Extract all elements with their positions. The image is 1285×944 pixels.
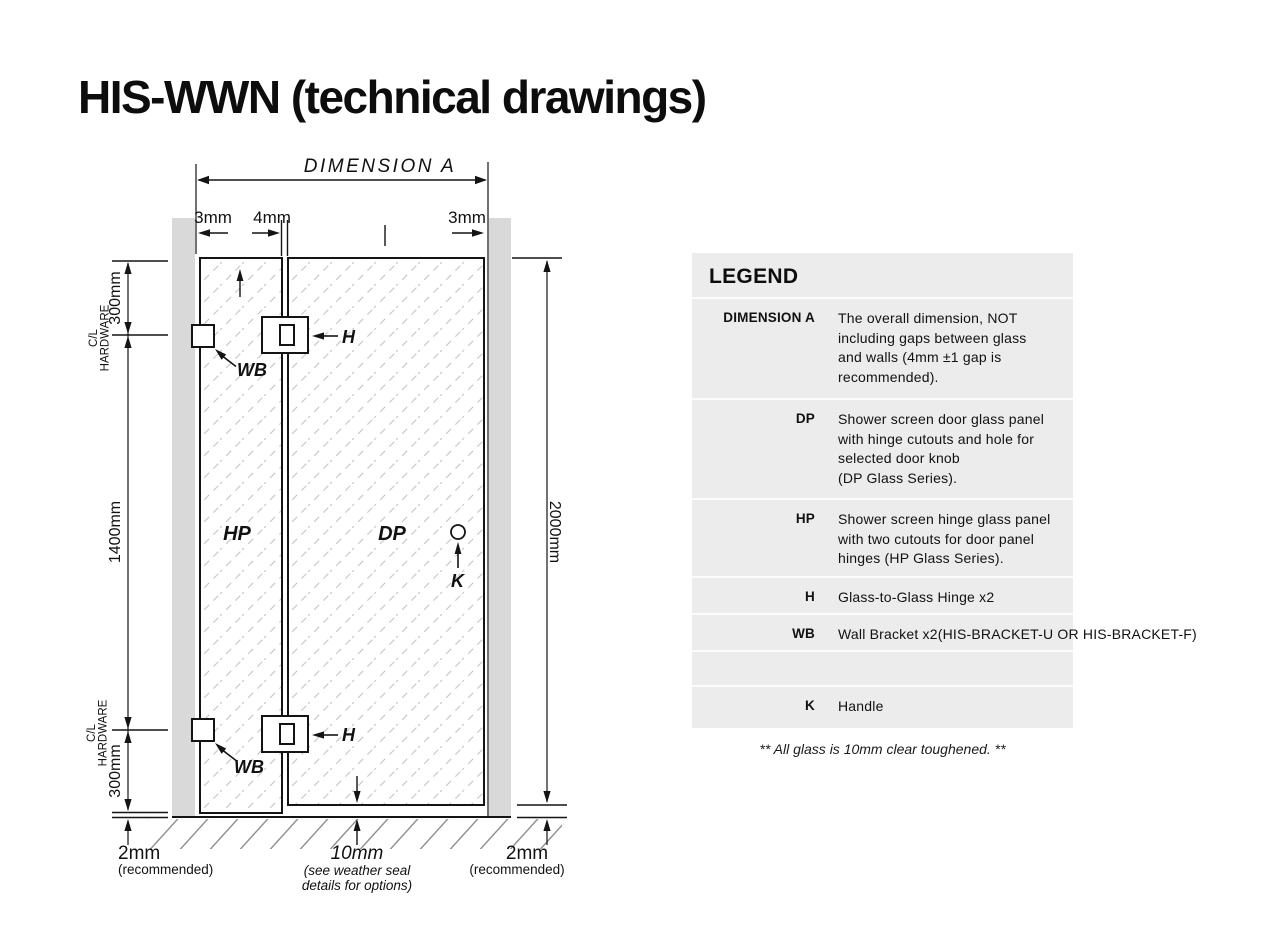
hinge-top-label: H bbox=[342, 327, 355, 347]
floor-gap-right-label: 2mm bbox=[505, 843, 549, 864]
wall-bracket-top bbox=[192, 325, 214, 347]
hinge-top bbox=[262, 317, 308, 353]
hinge-bottom bbox=[262, 716, 308, 752]
legend-footnote: ** All glass is 10mm clear toughened. ** bbox=[759, 741, 1006, 757]
dimension-a bbox=[197, 156, 487, 184]
legend-description-line: and walls (4mm ±1 gap is bbox=[838, 349, 1002, 365]
segment-bottom-label: 300mm bbox=[107, 744, 124, 798]
legend-description bbox=[815, 652, 838, 685]
legend-description bbox=[815, 500, 1050, 576]
top-gap-dimensions bbox=[194, 208, 486, 256]
gap-right-label: 3mm bbox=[448, 208, 486, 227]
cl-hardware-bottom-line2: HARDWARE bbox=[97, 699, 110, 767]
cl-hardware-bottom-line1: C/L bbox=[86, 724, 98, 742]
height-total-label: 2000mm bbox=[546, 500, 563, 564]
legend-description bbox=[815, 615, 1197, 650]
legend-term: HP bbox=[795, 511, 815, 526]
legend-description-line: Shower screen hinge glass panel bbox=[838, 511, 1051, 527]
legend-term bbox=[692, 652, 815, 685]
legend-row bbox=[692, 398, 1073, 498]
legend-term: K bbox=[805, 698, 815, 713]
floor-gap-door-label: 10mm bbox=[330, 843, 384, 864]
legend-description-line: Handle bbox=[838, 698, 884, 714]
legend-description-line: The overall dimension, NOT bbox=[838, 310, 1018, 326]
legend-description bbox=[815, 687, 884, 728]
dimension-a-label: DIMENSION A bbox=[303, 156, 457, 177]
legend-row bbox=[692, 650, 1073, 685]
legend-term: H bbox=[805, 589, 815, 604]
legend-description-line: with two cutouts for door panel bbox=[838, 530, 1035, 547]
bracket-top-label: WB bbox=[237, 360, 267, 380]
hinge-bottom-label: H bbox=[342, 725, 355, 745]
gap-hinge-label: 4mm bbox=[253, 208, 291, 227]
gap-left-label: 3mm bbox=[194, 208, 232, 227]
legend-description-line: Glass-to-Glass Hinge x2 bbox=[838, 589, 995, 605]
legend-description-line: Shower screen door glass panel bbox=[838, 411, 1045, 427]
bracket-bottom-label: WB bbox=[234, 757, 264, 777]
hinge-panel-label: HP bbox=[223, 523, 251, 545]
legend-description-line: recommended). bbox=[838, 368, 939, 385]
legend-row bbox=[692, 498, 1073, 576]
wall-right bbox=[489, 218, 511, 817]
floor-gap-left-label: 2mm bbox=[118, 843, 161, 864]
page-title: HIS-WWN (technical drawings) bbox=[78, 71, 706, 123]
segment-top-label: 300mm bbox=[107, 271, 124, 325]
legend-row bbox=[692, 685, 1073, 728]
legend-term: DIMENSION A bbox=[723, 310, 815, 325]
handle-hole bbox=[451, 525, 465, 539]
legend-term: DP bbox=[795, 411, 815, 426]
floor-gap-door-note2: details for options) bbox=[301, 878, 413, 893]
legend-description-line: (DP Glass Series). bbox=[838, 469, 958, 486]
legend-row bbox=[692, 613, 1197, 650]
segment-mid-label: 1400mm bbox=[107, 500, 124, 564]
floor-gap-door-note1: (see weather seal bbox=[303, 863, 411, 878]
door-panel-label: DP bbox=[378, 523, 406, 545]
legend-description-line: Wall Bracket x2(HIS-BRACKET-U OR HIS-BRACKET-F) bbox=[838, 626, 1197, 642]
cl-hardware-top-line1: C/L bbox=[88, 329, 100, 347]
legend-rows bbox=[692, 297, 1197, 728]
left-dimension-chain bbox=[86, 261, 168, 845]
legend-term: WB bbox=[792, 626, 815, 641]
legend-description-line: with hinge cutouts and hole for bbox=[838, 430, 1035, 447]
legend-heading: LEGEND bbox=[709, 265, 799, 288]
legend-description-line: hinges (HP Glass Series). bbox=[838, 550, 1004, 566]
floor-gap-right-note: (recommended) bbox=[469, 862, 565, 877]
legend-description-line: including gaps between glass bbox=[838, 329, 1027, 346]
legend-description bbox=[815, 299, 1027, 398]
legend-row bbox=[692, 576, 1073, 613]
floor-gap-left-note: (recommended) bbox=[118, 862, 214, 877]
legend-row bbox=[692, 297, 1073, 398]
right-dimension bbox=[512, 258, 563, 845]
cl-hardware-top-line2: HARDWARE bbox=[99, 304, 112, 372]
wall-bracket-bottom bbox=[192, 719, 214, 741]
legend bbox=[692, 253, 1197, 728]
legend-description bbox=[815, 400, 1044, 498]
legend-description-line: selected door knob bbox=[838, 450, 960, 466]
legend-description bbox=[815, 578, 994, 613]
handle-label: K bbox=[451, 571, 464, 591]
